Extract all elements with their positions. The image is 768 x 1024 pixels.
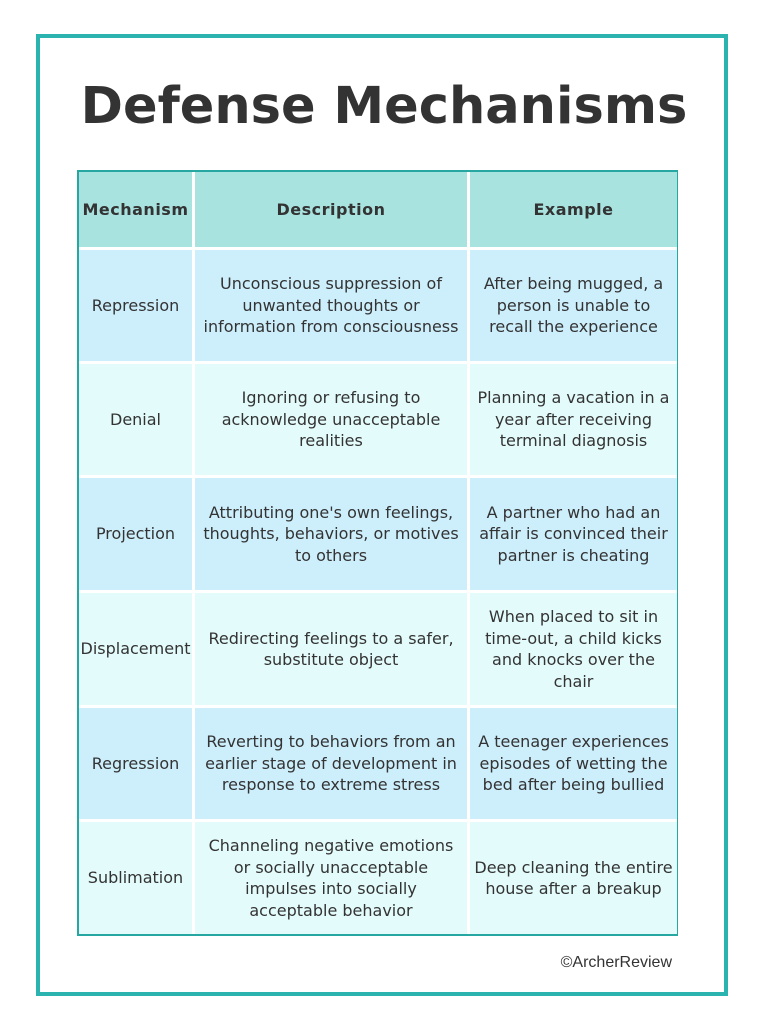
example-cell: A partner who had an affair is convinced their partner is cheating <box>470 478 677 593</box>
mechanism-cell: Displacement <box>79 593 192 708</box>
description-cell: Redirecting feelings to a safer, substitute object <box>195 593 467 708</box>
example-cell: Deep cleaning the entire house after a breakup <box>470 822 677 934</box>
description-cell: Unconscious suppression of unwanted thoughts or information from consciousness <box>195 250 467 364</box>
mechanism-cell: Sublimation <box>79 822 192 934</box>
header-example: Example <box>470 172 677 250</box>
mechanism-cell: Projection <box>79 478 192 593</box>
example-cell: When placed to sit in time-out, a child kicks and knocks over the chair <box>470 593 677 708</box>
header-description: Description <box>195 172 467 250</box>
description-cell: Channeling negative emotions or socially unacceptable impulses into socially acceptable behavior <box>195 822 467 934</box>
description-cell: Attributing one's own feelings, thoughts, behaviors, or motives to others <box>195 478 467 593</box>
description-cell: Reverting to behaviors from an earlier stage of development in response to extreme stress <box>195 708 467 822</box>
description-cell: Ignoring or refusing to acknowledge unacceptable realities <box>195 364 467 478</box>
mechanism-cell: Denial <box>79 364 192 478</box>
example-cell: Planning a vacation in a year after receiving terminal diagnosis <box>470 364 677 478</box>
mechanism-cell: Repression <box>79 250 192 364</box>
example-cell: After being mugged, a person is unable to recall the experience <box>470 250 677 364</box>
header-mechanism: Mechanism <box>79 172 192 250</box>
page-title: Defense Mechanisms <box>80 77 688 136</box>
example-cell: A teenager experiences episodes of wetting the bed after being bullied <box>470 708 677 822</box>
copyright-notice: ©ArcherReview <box>560 954 672 971</box>
mechanism-cell: Regression <box>79 708 192 822</box>
defense-mechanisms-table <box>77 170 678 936</box>
